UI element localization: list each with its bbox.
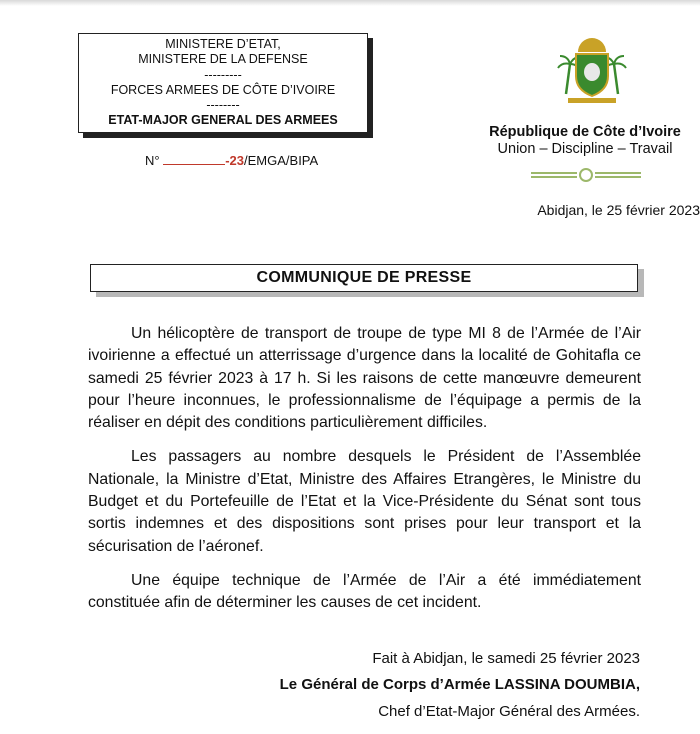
republic-name: République de Côte d’Ivoire (489, 124, 681, 140)
signatory-name: Le Général de Corps d’Armée LASSINA DOUMBIA, (279, 676, 640, 693)
ministry-line-4: ETAT-MAJOR GENERAL DES ARMEES (108, 113, 338, 128)
paragraph: Un hélicoptère de transport de troupe de type MI 8 de l’Armée de l’Air ivoirienne a effectué un atterrissage d’urgence dans la localité de Gohitafla ce samedi 25 février 2023 à 17 h. Si les raisons de cette manœuvre demeurent pour l’heure inconnues, le professionnalisme de l’équipage a permis de la réaliser en dépit des conditions particulièrement difficiles. (88, 325, 641, 432)
paragraph: Une équipe technique de l’Armée de l’Air a été immédiatement constituée afin de déterminer les causes de cet incident. (88, 571, 641, 612)
communique-body (88, 323, 641, 627)
reference-number (145, 152, 318, 168)
ministry-line-1: MINISTERE D’ETAT, (165, 37, 281, 51)
reference-blank (163, 152, 225, 165)
signatory-title: Chef d’Etat-Major Général des Armées. (378, 703, 640, 720)
press-release-title (90, 264, 638, 292)
separator-2: -------- (206, 98, 240, 113)
republic-motto: Union – Discipline – Travail (497, 141, 673, 157)
place-date: Abidjan, le 25 février 2023 (537, 202, 700, 218)
ministry-line-2: MINISTERE DE LA DEFENSE (138, 52, 308, 67)
paragraph: Les passagers au nombre desquels le Président de l’Assemblée Nationale, la Ministre d’Etat, Ministre des Affaires Etrangères, le Ministre du Budget et du Portefeuille de l’Etat et la Vice-Présidente du Sénat sont tous sortis indemnes et des dispositions sont prises pour leur transport et la sécurisation de l’aéronef. (88, 448, 641, 555)
separator-1: --------- (204, 67, 242, 82)
ministry-line-3: FORCES ARMEES DE CÔTE D’IVOIRE (110, 82, 336, 97)
ministry-header-box (78, 33, 368, 133)
ornament-divider-icon (531, 168, 641, 182)
reference-num: -23 (225, 153, 245, 168)
signature-place-date: Fait à Abidjan, le samedi 25 février 2023 (372, 650, 640, 667)
coat-of-arms-icon (556, 34, 628, 106)
reference-suffix: /EMGA/BIPA (244, 153, 319, 168)
reference-prefix: N° (145, 153, 160, 168)
title-text: COMMUNIQUE DE PRESSE (256, 269, 472, 286)
page-edge-shadow (0, 0, 700, 6)
republic-heading (470, 124, 700, 158)
